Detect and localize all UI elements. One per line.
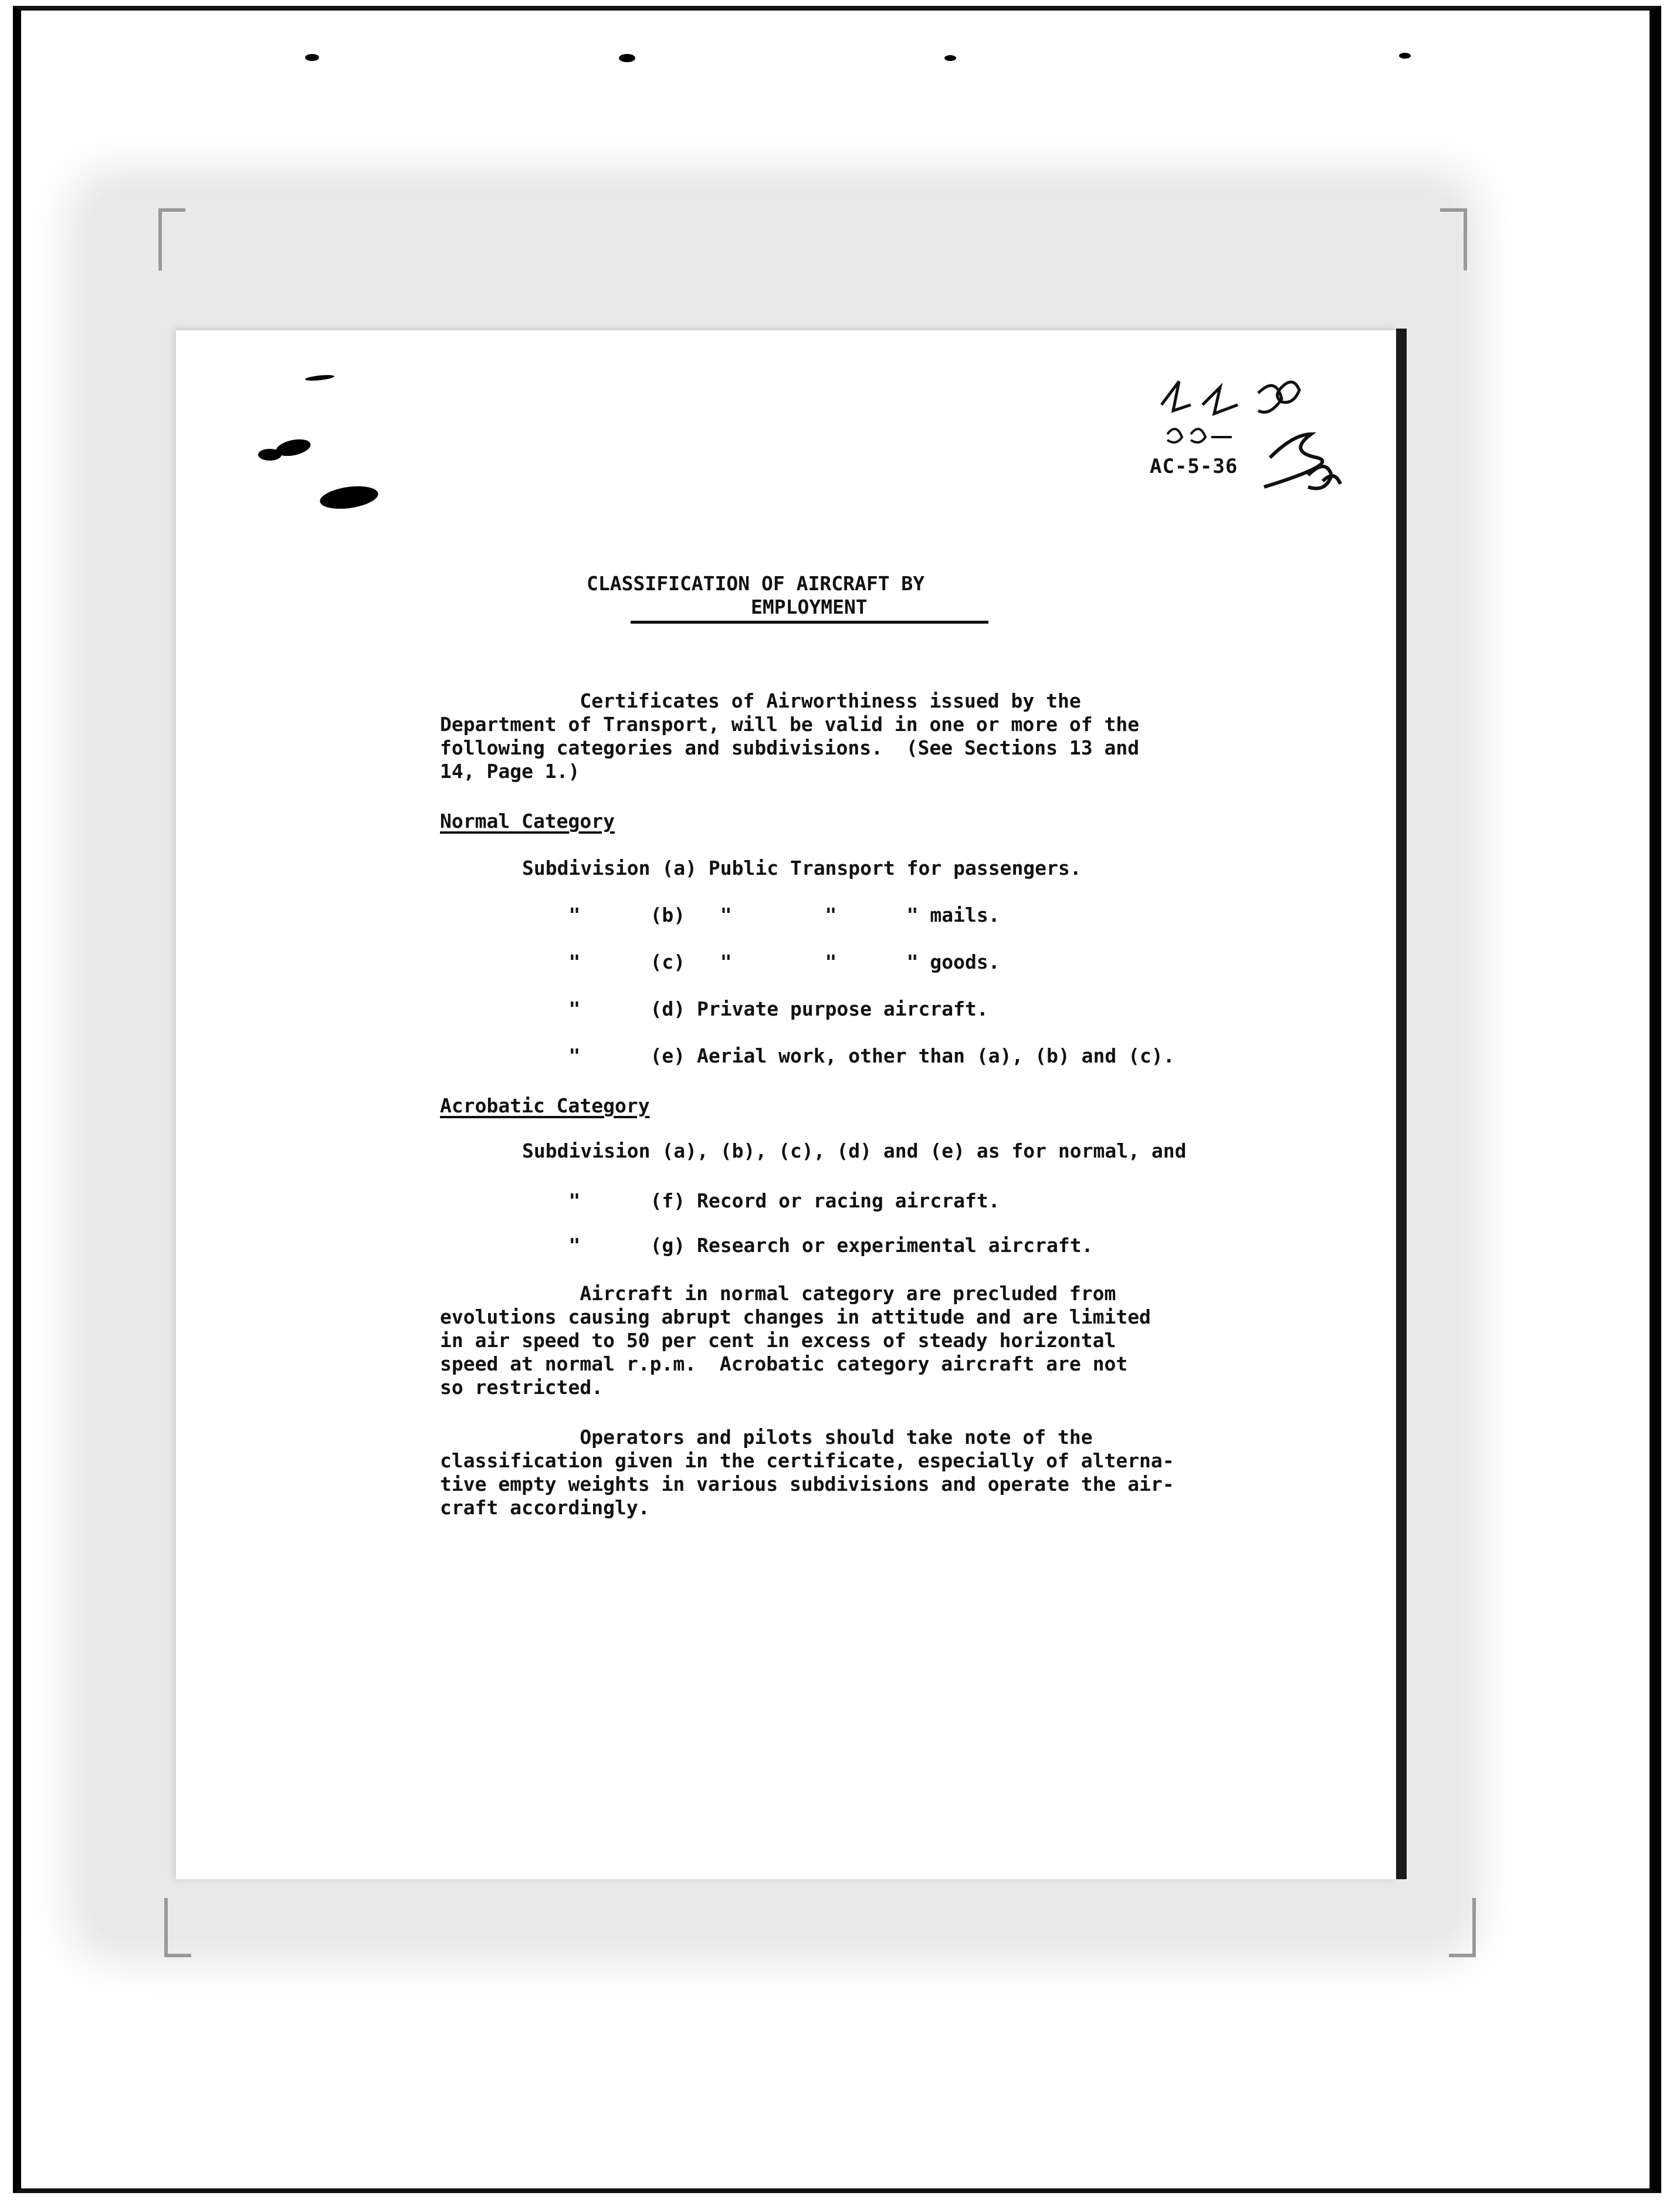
ink-blot [258, 449, 282, 461]
subdivision-line: " (f) Record or racing aircraft. [522, 1189, 1000, 1212]
paragraph-line: Operators and pilots should take note of the [440, 1426, 1093, 1449]
paragraph-line: speed at normal r.p.m. Acrobatic category aircraft are not [440, 1352, 1128, 1375]
film-speck [305, 54, 319, 61]
paragraph-line: Aircraft in normal category are precluded from [440, 1282, 1116, 1305]
crop-mark-bottom-right [1449, 1898, 1476, 1957]
paragraph-line: craft accordingly. [440, 1496, 650, 1519]
title-line-2: EMPLOYMENT [751, 596, 868, 618]
normal-category-heading: Normal Category [440, 810, 615, 833]
page-title [587, 572, 1115, 619]
document-code: AC-5-36 [1150, 455, 1238, 478]
subdivision-line: Subdivision (a), (b), (c), (d) and (e) as for normal, and [522, 1139, 1187, 1162]
paragraph-line: tive empty weights in various subdivisions and operate the air- [440, 1473, 1174, 1496]
film-speck [944, 55, 956, 61]
paragraph-line: evolutions causing abrupt changes in attitude and are limited [440, 1305, 1151, 1328]
document-page [176, 329, 1396, 1879]
paragraph-line: so restricted. [440, 1376, 604, 1399]
subdivision-line: Subdivision (a) Public Transport for passengers. [522, 857, 1082, 879]
title-underline [631, 621, 988, 624]
subdivision-line: " (e) Aerial work, other than (a), (b) and (c). [522, 1044, 1175, 1067]
film-speck [619, 54, 635, 62]
intro-line: 14, Page 1.) [440, 760, 580, 783]
film-speck [1399, 53, 1411, 59]
subdivision-line: " (b) " " " mails. [522, 904, 1000, 926]
subdivision-line: " (c) " " " goods. [522, 950, 1000, 973]
title-line-1: CLASSIFICATION OF AIRCRAFT BY [587, 572, 925, 595]
crop-mark-bottom-left [164, 1898, 191, 1957]
subdivision-line: " (d) Private purpose aircraft. [522, 997, 988, 1020]
subdivision-line: " (g) Research or experimental aircraft. [522, 1234, 1093, 1257]
intro-line: following categories and subdivisions. (See Sections 13 and [440, 736, 1140, 759]
intro-line: Department of Transport, will be valid in one or more of the [440, 713, 1140, 736]
acrobatic-category-heading: Acrobatic Category [440, 1094, 650, 1117]
paragraph-line: classification given in the certificate, especially of alterna- [440, 1449, 1174, 1472]
paragraph-line: in air speed to 50 per cent in excess of steady horizontal [440, 1329, 1116, 1352]
intro-line: Certificates of Airworthiness issued by the [440, 689, 1081, 712]
crop-mark-top-left [158, 208, 185, 270]
crop-mark-top-right [1440, 208, 1467, 270]
handwritten-annotation [1156, 370, 1378, 510]
